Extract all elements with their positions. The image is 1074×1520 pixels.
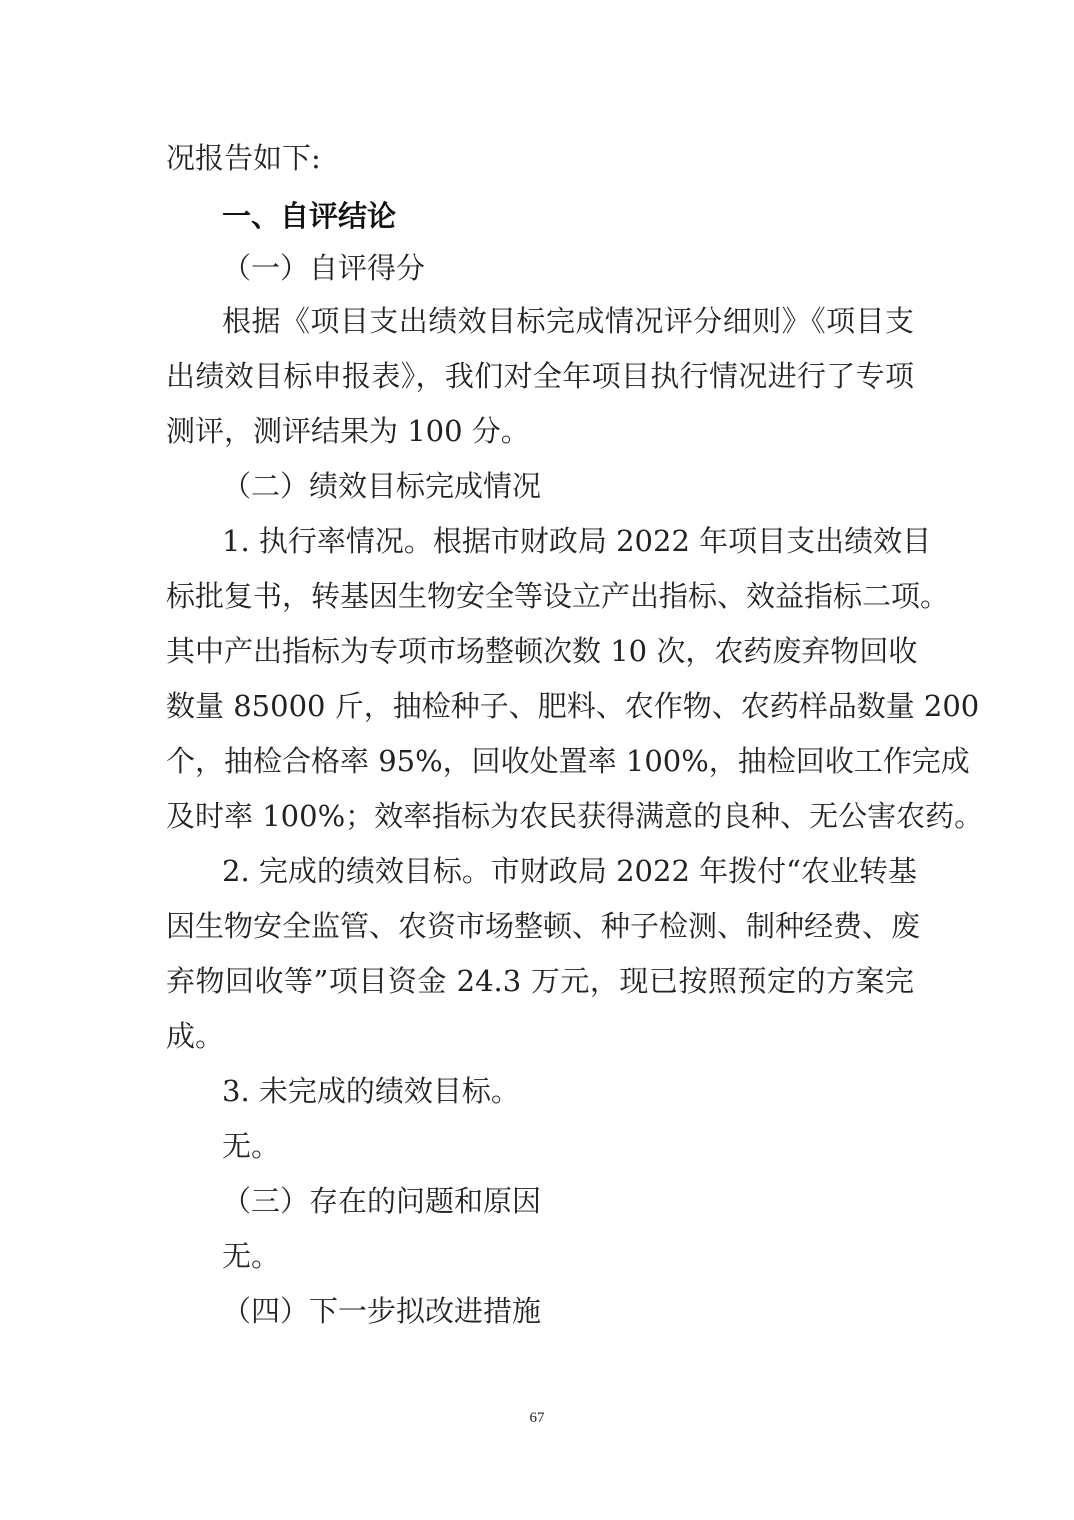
paragraph-line: 标批复书，转基因生物安全等设立产出指标、效益指标二项。 (166, 579, 950, 613)
paragraph-line: 其中产出指标为专项市场整顿次数 10 次，农药废弃物回收 (166, 634, 918, 668)
paragraph-line: 数量 85000 斤，抽检种子、肥料、农作物、农药样品数量 200 (166, 689, 980, 723)
paragraph-line: 弃物回收等”项目资金 24.3 万元，现已按照预定的方案完 (166, 964, 914, 998)
subsection-heading: （一）自评得分 (222, 251, 426, 285)
paragraph-line: 根据《项目支出绩效目标完成情况评分细则》《项目支 (222, 304, 914, 338)
paragraph-line: 1. 执行率情况。根据市财政局 2022 年项目支出绩效目 (222, 524, 932, 558)
paragraph-line: 2. 完成的绩效目标。市财政局 2022 年拨付“农业转基 (222, 854, 917, 888)
paragraph-line: 无。 (222, 1129, 281, 1163)
subsection-heading: （三）存在的问题和原因 (222, 1184, 542, 1218)
paragraph-line: 出绩效目标申报表》，我们对全年项目执行情况进行了专项 (166, 359, 914, 393)
text-line: 况报告如下: (166, 141, 321, 175)
paragraph-line: 及时率 100%；效率指标为农民获得满意的良种、无公害农药。 (166, 799, 984, 833)
section-heading: 一、自评结论 (222, 199, 397, 233)
page-number: 67 (529, 1410, 545, 1426)
subsection-heading: （四）下一步拟改进措施 (222, 1294, 542, 1328)
paragraph-line: 测评，测评结果为 100 分。 (166, 414, 530, 448)
paragraph-line: 因生物安全监管、农资市场整顿、种子检测、制种经费、废 (166, 909, 921, 943)
subsection-heading: （二）绩效目标完成情况 (222, 469, 542, 503)
paragraph-line: 个，抽检合格率 95%，回收处置率 100%，抽检回收工作完成 (166, 744, 970, 778)
paragraph-line: 成。 (166, 1019, 225, 1053)
paragraph-line: 3. 未完成的绩效目标。 (222, 1074, 520, 1108)
paragraph-line: 无。 (222, 1239, 281, 1273)
